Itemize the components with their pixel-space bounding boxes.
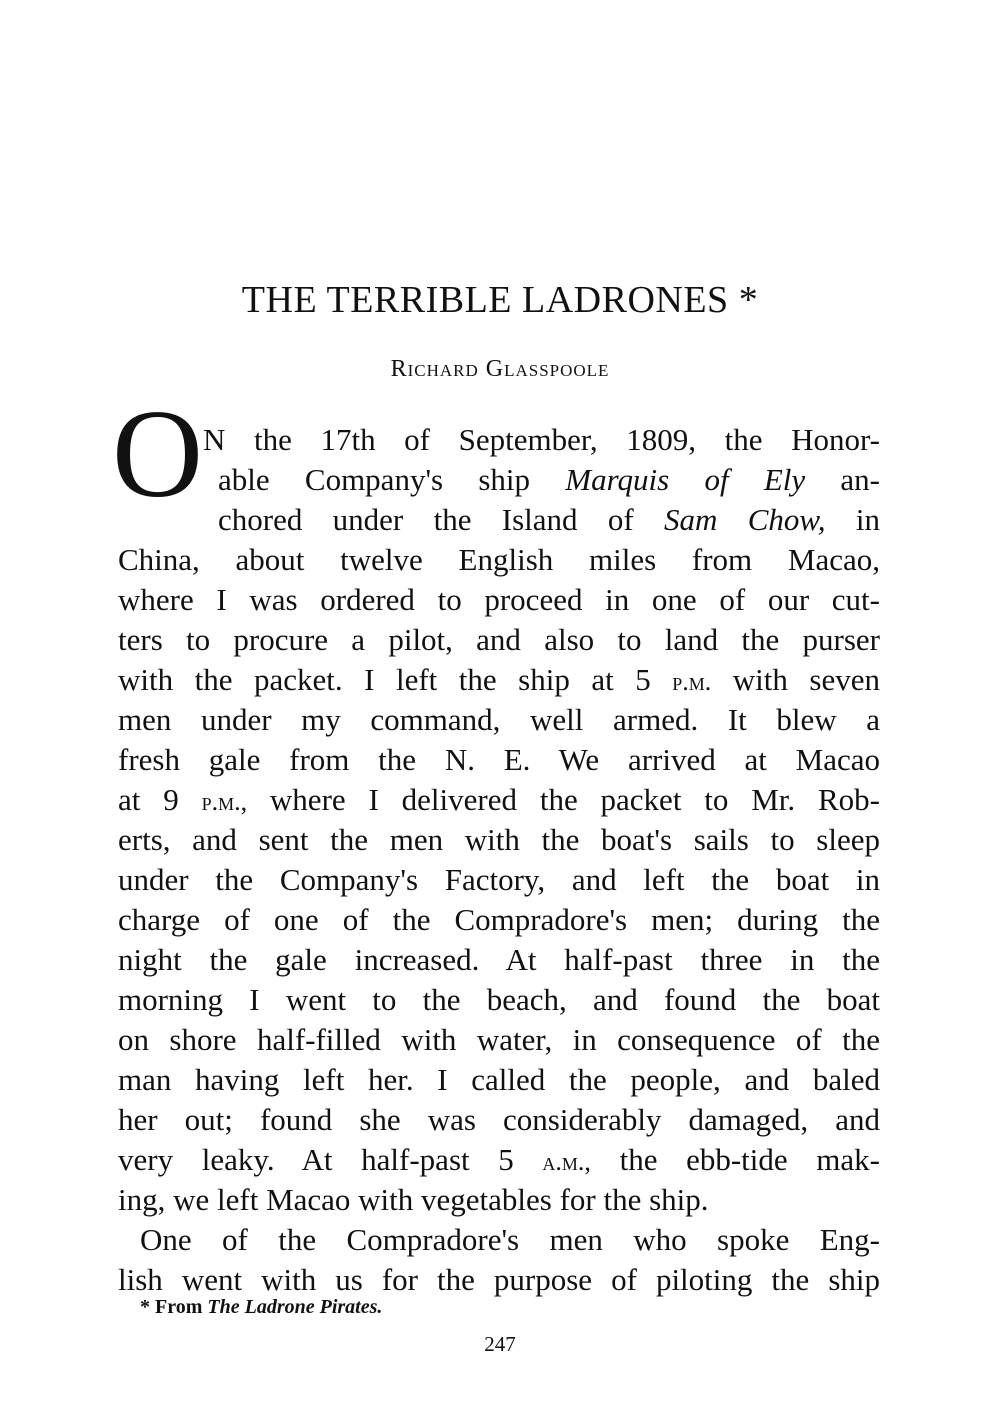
small-caps-text: a.m.,: [542, 1147, 591, 1176]
text-segment: very leaky. At half-past 5: [118, 1142, 543, 1177]
text-segment: morning I went to the beach, and found the boat: [118, 982, 880, 1017]
text-segment: ters to procure a pilot, and also to land the purser: [118, 622, 880, 657]
small-caps-text: p.m.,: [201, 787, 248, 816]
text-segment: ing, we left Macao with vegetables for the ship.: [118, 1182, 709, 1217]
text-segment: in: [825, 502, 880, 537]
text-line: [118, 740, 880, 780]
text-line: [118, 1100, 880, 1140]
text-segment: China, about twelve English miles from Macao,: [118, 542, 880, 577]
text-line: [218, 500, 880, 540]
text-segment: where I delivered the packet to Mr. Rob-: [247, 782, 880, 817]
text-segment: under the Company's Factory, and left the boat in: [118, 862, 880, 897]
footnote: [140, 1296, 382, 1319]
text-line: [118, 1060, 880, 1100]
text-segment: on shore half-filled with water, in consequence of the: [118, 1022, 880, 1057]
text-line: [118, 1180, 880, 1220]
text-line: [118, 700, 880, 740]
text-segment: able Company's ship: [218, 462, 566, 497]
text-segment: with seven: [711, 662, 880, 697]
text-segment: an-: [805, 462, 880, 497]
chapter-title: THE TERRIBLE LADRONES *: [241, 279, 759, 321]
text-segment: fresh gale from the N. E. We arrived at Macao: [118, 742, 880, 777]
text-segment: the ebb-tide mak-: [590, 1142, 880, 1177]
text-segment: her out; found she was considerably damaged, and: [118, 1102, 880, 1137]
text-line: [203, 420, 880, 460]
italic-text: Marquis of Ely: [565, 462, 806, 497]
text-segment: with the packet. I left the ship at 5: [118, 662, 673, 697]
author-name: Richard Glasspoole: [390, 356, 610, 382]
text-line: [140, 1220, 880, 1260]
text-segment: erts, and sent the men with the boat's sails to sleep: [118, 822, 880, 857]
text-line: [118, 580, 880, 620]
small-caps-text: p.m.: [672, 667, 712, 696]
text-line: [118, 1140, 880, 1180]
italic-text: Sam Chow,: [664, 502, 826, 537]
text-segment: lish went with us for the purpose of piloting the ship: [118, 1262, 880, 1297]
text-line: [118, 540, 880, 580]
text-segment: One of the Compradore's men who spoke Eng-: [140, 1222, 880, 1257]
text-segment: charge of one of the Compradore's men; during the: [118, 902, 880, 937]
text-line: [118, 980, 880, 1020]
footnote-source: The Ladrone Pirates.: [207, 1296, 383, 1318]
footnote-prefix: * From: [140, 1296, 208, 1318]
page-number: 247: [484, 1332, 516, 1356]
text-line: [118, 620, 880, 660]
text-line: [118, 940, 880, 980]
text-segment: at 9: [118, 782, 202, 817]
text-line: [118, 660, 880, 700]
text-segment: chored under the Island of: [218, 502, 665, 537]
text-line: [118, 780, 880, 820]
drop-cap: O: [112, 385, 203, 524]
text-segment: men under my command, well armed. It blew a: [118, 702, 880, 737]
text-segment: night the gale increased. At half-past three in the: [118, 942, 880, 977]
text-line: [118, 860, 880, 900]
text-segment: N the 17th of September, 1809, the Honor-: [203, 422, 880, 457]
text-segment: man having left her. I called the people, and baled: [118, 1062, 880, 1097]
text-line: [118, 1020, 880, 1060]
text-line: [118, 1260, 880, 1300]
text-segment: where I was ordered to proceed in one of our cut-: [118, 582, 880, 617]
text-line: [118, 900, 880, 940]
text-line: [118, 820, 880, 860]
text-line: [218, 460, 880, 500]
